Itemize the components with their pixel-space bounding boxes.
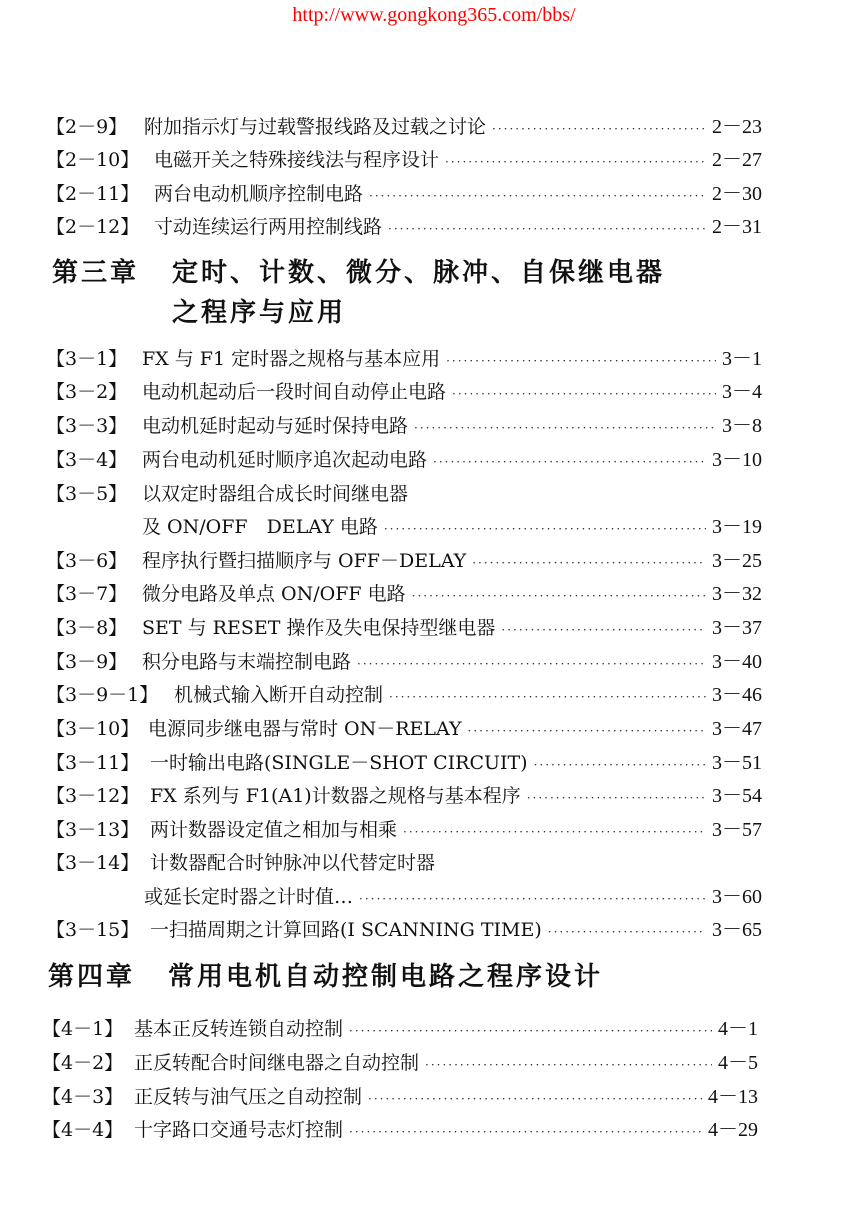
toc-entry-2-9[interactable] [46,114,762,140]
entry-title: 两计数器设定值之相加与相乘 [150,819,398,841]
entry-page: 2－31 [712,216,762,238]
entry-number: 【3－9－1】 [46,684,159,706]
dot-leader [349,1117,702,1143]
chapter-3-heading-line2: 之程序与应用 [172,298,347,328]
entry-number: 【3－5】 [46,483,128,505]
dot-leader [445,147,706,173]
entry-title: 计数器配合时钟脉冲以代替定时器 [150,852,436,874]
toc-entry-3-5-cont[interactable] [46,514,762,540]
entry-title: 附加指示灯与过载警报线路及过载之讨论 [144,116,487,138]
entry-page: 3－19 [712,516,762,538]
entry-number: 【3－10】 [46,718,140,740]
toc-entry-3-2[interactable] [46,379,762,405]
toc-entry-2-10[interactable] [46,147,762,173]
toc-entry-3-15[interactable] [46,917,762,943]
entry-title: 两台电动机延时顺序追次起动电路 [142,449,428,471]
entry-title: 积分电路与末端控制电路 [142,651,352,673]
toc-entry-3-10[interactable] [46,716,762,742]
chapter-number: 第四章 [48,962,136,992]
dot-leader [548,917,706,943]
dot-leader [359,884,706,910]
dot-leader [389,682,706,708]
toc-entry-3-14-cont[interactable] [46,884,762,910]
entry-title: 正反转与油气压之自动控制 [134,1086,363,1108]
toc-entry-3-7[interactable] [46,581,762,607]
entry-title-cont: 或延长定时器之计时值… [144,886,354,908]
dot-leader [388,214,706,240]
entry-title: 微分电路及单点 ON/OFF 电路 [142,583,406,605]
entry-number: 【3－14】 [46,852,140,874]
entry-title: 正反转配合时间继电器之自动控制 [134,1052,420,1074]
entry-title: 程序执行暨扫描顺序与 OFF－DELAY [142,550,467,572]
entry-page: 3－46 [712,684,762,706]
entry-number: 【2－12】 [46,216,140,238]
chapter-4-heading[interactable] [48,960,603,994]
entry-page: 3－47 [712,718,762,740]
dot-leader [452,379,716,405]
toc-entry-3-5[interactable] [46,481,762,507]
entry-title: 一时输出电路(SINGLE－SHOT CIRCUIT) [150,752,528,774]
chapter-number: 第三章 [52,258,140,288]
entry-page: 3－1 [722,348,762,370]
toc-entry-2-12[interactable] [46,214,762,240]
entry-page: 3－57 [712,819,762,841]
entry-title: 基本正反转连锁自动控制 [134,1018,344,1040]
entry-title-cont: 及 ON/OFF DELAY 电路 [142,516,378,538]
entry-page: 2－30 [712,183,762,205]
entry-number: 【2－9】 [46,116,128,138]
dot-leader [446,346,716,372]
entry-number: 【3－3】 [46,415,128,437]
toc-entry-3-13[interactable] [46,817,762,843]
toc-entry-4-3[interactable] [42,1084,758,1110]
toc-entry-4-2[interactable] [42,1050,758,1076]
entry-number: 【3－9】 [46,651,128,673]
toc-entry-3-1[interactable] [46,346,762,372]
dot-leader [349,1016,712,1042]
entry-title: 十字路口交通号志灯控制 [134,1119,344,1141]
chapter-3-heading[interactable] [52,256,665,290]
entry-number: 【3－4】 [46,449,128,471]
dot-leader [412,581,706,607]
entry-page: 2－23 [712,116,762,138]
toc-entry-3-3[interactable] [46,413,762,439]
toc-entry-4-4[interactable] [42,1117,758,1143]
entry-page: 3－25 [712,550,762,572]
entry-page: 2－27 [712,149,762,171]
toc-entry-3-9[interactable] [46,649,762,675]
dot-leader [527,783,706,809]
dot-leader [433,447,706,473]
toc-entry-3-9-1[interactable] [46,682,762,708]
dot-leader [369,181,706,207]
chapter-title: 定时、计数、微分、脉冲、自保继电器 [172,258,666,288]
dot-leader [492,114,706,140]
entry-page: 3－32 [712,583,762,605]
entry-title: SET 与 RESET 操作及失电保持型继电器 [142,617,496,639]
entry-title: 以双定时器组合成长时间继电器 [142,483,409,505]
entry-title: 电源同步继电器与常时 ON－RELAY [148,718,462,740]
entry-title: FX 系列与 F1(A1)计数器之规格与基本程序 [150,785,521,807]
entry-title: 电磁开关之特殊接线法与程序设计 [154,149,440,171]
toc-entry-2-11[interactable] [46,181,762,207]
entry-title: 电动机起动后一段时间自动停止电路 [142,381,447,403]
entry-number: 【4－3】 [42,1086,124,1108]
entry-page: 3－37 [712,617,762,639]
dot-leader [403,817,706,843]
toc-entry-3-4[interactable] [46,447,762,473]
entry-page: 3－10 [712,449,762,471]
entry-number: 【3－2】 [46,381,128,403]
entry-page: 4－13 [708,1086,758,1108]
dot-leader [368,1084,702,1110]
header-url[interactable]: http://www.gongkong365.com/bbs/ [292,4,576,26]
toc-entry-3-8[interactable] [46,615,762,641]
toc-entry-3-11[interactable] [46,750,762,776]
entry-page: 4－1 [718,1018,758,1040]
entry-number: 【3－11】 [46,752,140,774]
entry-number: 【3－6】 [46,550,128,572]
chapter-title: 常用电机自动控制电路之程序设计 [168,962,604,992]
entry-title: 电动机延时起动与延时保持电路 [142,415,409,437]
entry-number: 【4－4】 [42,1119,124,1141]
dot-leader [414,413,716,439]
entry-page: 4－5 [718,1052,758,1074]
entry-page: 3－65 [712,919,762,941]
entry-title: 寸动连续运行两用控制线路 [154,216,383,238]
toc-entry-3-14[interactable] [46,850,762,876]
toc-entry-3-6[interactable] [46,548,762,574]
entry-number: 【3－15】 [46,919,140,941]
dot-leader [534,750,706,776]
entry-number: 【4－2】 [42,1052,124,1074]
entry-title: 两台电动机顺序控制电路 [154,183,364,205]
entry-number: 【4－1】 [42,1018,124,1040]
dot-leader [425,1050,712,1076]
dot-leader [357,649,706,675]
entry-page: 3－54 [712,785,762,807]
entry-page: 4－29 [708,1119,758,1141]
entry-page: 3－8 [722,415,762,437]
entry-page: 3－60 [712,886,762,908]
dot-leader [384,514,706,540]
entry-number: 【3－13】 [46,819,140,841]
entry-number: 【2－11】 [46,183,140,205]
dot-leader [472,548,706,574]
entry-page: 3－40 [712,651,762,673]
dot-leader [468,716,706,742]
entry-page: 3－4 [722,381,762,403]
toc-entry-4-1[interactable] [42,1016,758,1042]
toc-entry-3-12[interactable] [46,783,762,809]
entry-number: 【2－10】 [46,149,140,171]
entry-number: 【3－7】 [46,583,128,605]
dot-leader [501,615,706,641]
entry-number: 【3－12】 [46,785,140,807]
entry-title: FX 与 F1 定时器之规格与基本应用 [142,348,441,370]
entry-page: 3－51 [712,752,762,774]
entry-title: 一扫描周期之计算回路(I SCANNING TIME) [150,919,542,941]
entry-number: 【3－1】 [46,348,128,370]
entry-title: 机械式输入断开自动控制 [174,684,384,706]
entry-number: 【3－8】 [46,617,128,639]
